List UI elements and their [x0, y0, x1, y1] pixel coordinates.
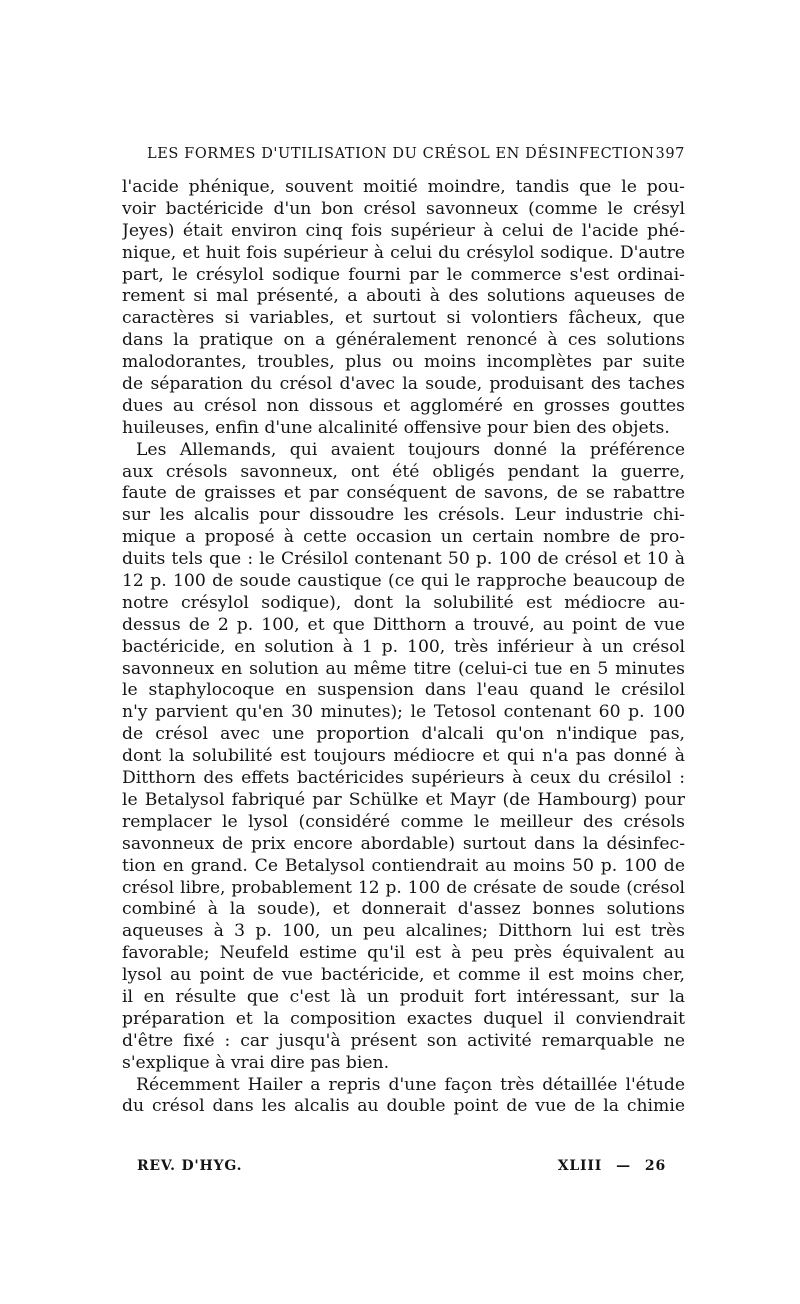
text-line: aqueuses à 3 p. 100, un peu alcalines; Ditthorn lui est très	[122, 921, 685, 942]
text-line: dans la pratique on a généralement renoncé à ces solutions	[122, 330, 685, 351]
footer-journal: REV. D'HYG.	[137, 1158, 243, 1174]
text-line: Les Allemands, qui avaient toujours donné la préférence	[136, 439, 685, 460]
text-line: rement si mal présenté, a abouti à des solutions aqueuses de	[122, 286, 685, 307]
text-line: voir bactéricide d'un bon crésol savonneux (comme le crésyl	[122, 198, 685, 219]
text-line: 12 p. 100 de soude caustique (ce qui le rapproche beaucoup de	[122, 571, 685, 592]
running-header	[147, 146, 685, 162]
footer-dash: —	[616, 1158, 631, 1174]
text-line: mique a proposé à cette occasion un certain nombre de pro-	[122, 527, 685, 548]
text-line: lysol au point de vue bactéricide, et comme il est moins cher,	[122, 965, 685, 986]
text-line: crésol libre, probablement 12 p. 100 de crésate de soude (crésol	[122, 877, 685, 898]
header-title: LES FORMES D'UTILISATION DU CRÉSOL EN DÉSINFECTION	[147, 146, 655, 162]
text-line: Ditthorn des effets bactéricides supérieurs à ceux du crésilol :	[122, 768, 685, 789]
text-line: du crésol dans les alcalis au double point de vue de la chimie	[122, 1096, 685, 1117]
text-line: dessus de 2 p. 100, et que Ditthorn a trouvé, au point de vue	[122, 614, 685, 635]
text-line: duits tels que : le Crésilol contenant 50 p. 100 de crésol et 10 à	[122, 549, 685, 570]
text-line: aux crésols savonneux, ont été obligés pendant la guerre,	[122, 461, 685, 482]
footer-sheet: 26	[644, 1158, 666, 1174]
text-line: remplacer le lysol (considéré comme le meilleur des crésols	[122, 811, 685, 832]
text-line: favorable; Neufeld estime qu'il est à peu près équivalent au	[122, 943, 685, 964]
text-line: Récemment Hailer a repris d'une façon très détaillée l'étude	[136, 1074, 685, 1095]
text-line: d'être fixé : car jusqu'à présent son activité remarquable ne	[122, 1030, 685, 1051]
body-text	[122, 177, 685, 1118]
text-line: caractères si variables, et surtout si volontiers fâcheux, que	[122, 308, 685, 329]
text-line: savonneux en solution au même titre (celui-ci tue en 5 minutes	[122, 658, 685, 679]
text-line: le Betalysol fabriqué par Schülke et Mayr (de Hambourg) pour	[122, 789, 685, 810]
text-line: bactéricide, en solution à 1 p. 100, très inférieur à un crésol	[122, 636, 685, 657]
text-line: il en résulte que c'est là un produit fort intéressant, sur la	[122, 986, 685, 1007]
text-line: dues au crésol non dissous et aggloméré en grosses gouttes	[122, 395, 685, 416]
text-line: Jeyes) était environ cinq fois supérieur à celui de l'acide phé-	[122, 220, 685, 241]
text-line: sur les alcalis pour dissoudre les crésols. Leur industrie chi-	[122, 505, 685, 526]
text-line: malodorantes, troubles, plus ou moins incomplètes par suite	[122, 352, 685, 373]
text-line: part, le crésylol sodique fourni par le commerce s'est ordinai-	[122, 264, 685, 285]
text-line: n'y parvient qu'en 30 minutes); le Tetosol contenant 60 p. 100	[122, 702, 685, 723]
footer-volume: XLIII	[557, 1158, 603, 1174]
text-line: combiné à la soude), et donnerait d'assez bonnes solutions	[122, 899, 685, 920]
text-line: préparation et la composition exactes duquel il conviendrait	[122, 1008, 685, 1029]
text-line: tion en grand. Ce Betalysol contiendrait au moins 50 p. 100 de	[122, 855, 685, 876]
text-line: notre crésylol sodique), dont la solubilité est médiocre au-	[122, 592, 685, 613]
text-line: dont la solubilité est toujours médiocre et qui n'a pas donné à	[122, 746, 685, 767]
text-line: s'explique à vrai dire pas bien.	[122, 1052, 390, 1073]
page-number: 397	[655, 146, 685, 162]
text-line: de séparation du crésol d'avec la soude, produisant des taches	[122, 374, 685, 395]
text-line: l'acide phénique, souvent moitié moindre, tandis que le pou-	[122, 177, 685, 197]
text-line: faute de graisses et par conséquent de savons, de se rabattre	[122, 483, 685, 504]
text-line: nique, et huit fois supérieur à celui du crésylol sodique. D'autre	[122, 242, 685, 263]
text-line: de crésol avec une proportion d'alcali qu'on n'indique pas,	[122, 724, 685, 745]
text-line: le staphylocoque en suspension dans l'eau quand le crésilol	[122, 680, 685, 701]
text-line: savonneux de prix encore abordable) surtout dans la désinfec-	[122, 833, 685, 854]
page-footer	[137, 1158, 680, 1174]
text-line: huileuses, enfin d'une alcalinité offensive pour bien des objets.	[122, 417, 670, 438]
